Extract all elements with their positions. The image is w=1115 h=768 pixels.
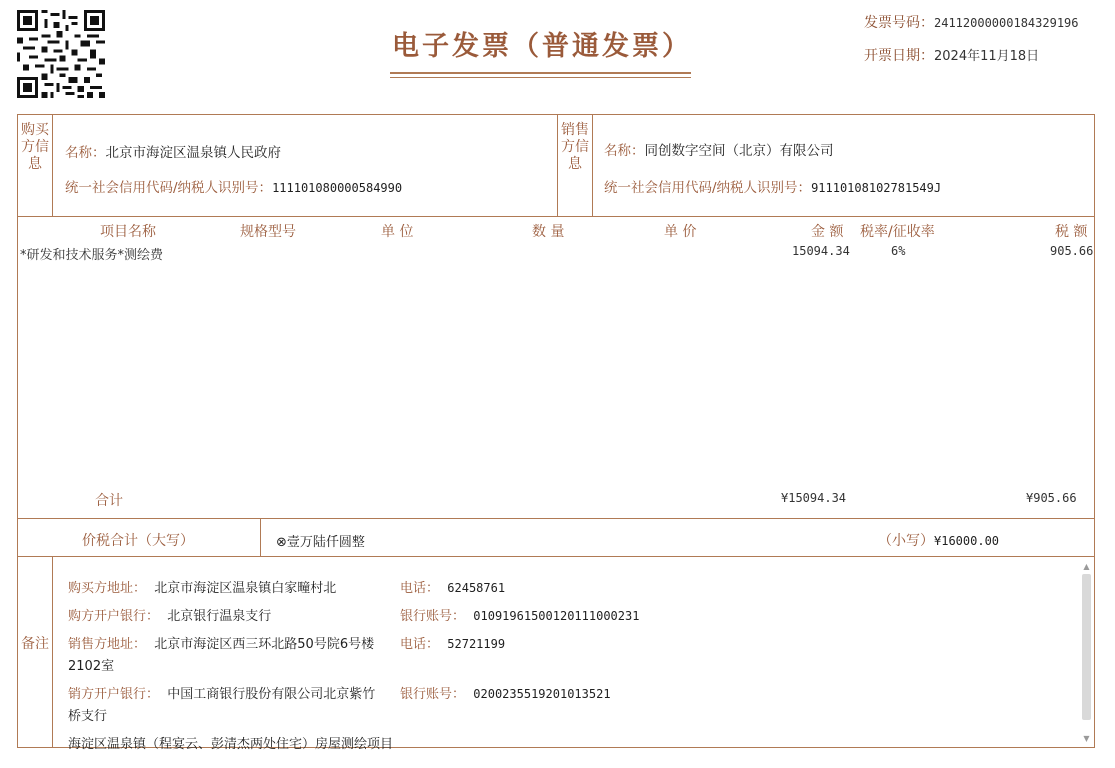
note-buyer-bank: [68, 605, 271, 624]
invoice-number-label: 发票号码：: [864, 15, 934, 31]
buyer-section-label: 购买方信息: [21, 122, 49, 172]
item-rate: 6%: [891, 244, 906, 258]
note-value: 01091961500120111000231: [473, 609, 640, 623]
issue-date-value: 2024年11月18日: [934, 49, 1040, 64]
note-value: 62458761: [447, 581, 506, 595]
note-label: 银行账号：: [400, 687, 466, 702]
note-buyer-address: [68, 577, 336, 596]
note-value: 2102室: [68, 659, 115, 674]
col-header-tax: 税 额: [1055, 224, 1088, 240]
divider: [52, 556, 53, 748]
note-seller-address: [68, 633, 374, 652]
item-amount: 15094.34: [792, 244, 850, 258]
note-seller-phone: [400, 633, 505, 652]
note-seller-bank-cont: [68, 705, 107, 724]
col-header-qty: 数 量: [532, 224, 565, 240]
buyer-name-label: 名称：: [65, 145, 106, 161]
buyer-name: [65, 141, 281, 161]
buyer-tax-id: [65, 176, 402, 196]
buyer-tax-label: 统一社会信用代码/纳税人识别号：: [65, 180, 273, 196]
notes-scrollbar[interactable]: [1080, 562, 1093, 746]
buyer-name-value: 北京市海淀区温泉镇人民政府: [105, 145, 281, 161]
divider: [17, 518, 1095, 519]
note-value: 0200235519201013521: [473, 687, 611, 701]
note-value: 中国工商银行股份有限公司北京紫竹: [167, 687, 376, 702]
seller-name-label: 名称：: [604, 143, 645, 159]
chevron-down-icon[interactable]: ▼: [1083, 734, 1090, 743]
grand-total-small-value: ¥16000.00: [934, 534, 1000, 548]
seller-section-label: 销售方信息: [561, 122, 589, 172]
invoice-title: 电子发票（普通发票）: [392, 31, 692, 62]
notes-section-label: 备注: [21, 636, 49, 652]
divider: [557, 114, 558, 217]
divider: [17, 216, 1095, 217]
issue-date: [864, 45, 1039, 65]
total-label: 合计: [95, 493, 123, 509]
seller-name-value: 同创数字空间（北京）有限公司: [644, 143, 834, 159]
chevron-up-icon[interactable]: ▲: [1083, 562, 1090, 571]
grand-total-label: 价税合计（大写）: [82, 533, 194, 549]
grand-total-words: [276, 531, 365, 550]
item-name: *研发和技术服务*测绘费: [20, 248, 164, 263]
note-value: 桥支行: [68, 709, 108, 724]
note-label: 购方开户银行：: [68, 609, 160, 624]
divider: [17, 556, 1095, 557]
total-amount: ¥15094.34: [781, 491, 847, 505]
divider: [260, 518, 261, 556]
col-header-name: 项目名称: [100, 224, 156, 240]
seller-tax-value: 91110108102781549J: [811, 181, 942, 195]
note-value: 北京市海淀区温泉镇白家疃村北: [154, 581, 337, 596]
invoice-number: [864, 12, 1079, 32]
grand-total-words-value: 壹万陆仟圆整: [286, 535, 365, 550]
note-project: [68, 733, 393, 752]
divider: [592, 114, 593, 217]
divider: [52, 114, 53, 217]
note-label: 销售方地址：: [68, 637, 147, 652]
title-underline: [390, 72, 691, 74]
col-header-rate: 税率/征收率: [860, 224, 935, 240]
note-label: 购买方地址：: [68, 581, 147, 596]
note-value: 北京银行温泉支行: [167, 609, 272, 624]
title-underline: [390, 77, 691, 78]
invoice-frame: [17, 114, 1095, 748]
note-value: 北京市海淀区西三环北路50号院6号楼: [154, 637, 375, 652]
item-tax: 905.66: [1050, 244, 1094, 258]
buyer-tax-value: 111101080000584990: [272, 181, 403, 195]
note-label: 银行账号：: [400, 609, 466, 624]
col-header-spec: 规格型号: [240, 224, 296, 240]
seller-tax-id: [604, 176, 941, 196]
circle-x-icon: ⊗: [276, 535, 287, 550]
note-seller-address-cont: [68, 655, 114, 674]
note-seller-bank: [68, 683, 375, 702]
qr-code-icon: [17, 10, 105, 98]
grand-total-small: [878, 530, 999, 550]
invoice-number-value: 24112000000184329196: [934, 16, 1079, 30]
col-header-unit: 单 位: [381, 224, 414, 240]
note-buyer-phone: [400, 577, 505, 596]
col-header-amount: 金 额: [811, 224, 844, 240]
scrollbar-thumb[interactable]: [1082, 574, 1091, 720]
seller-tax-label: 统一社会信用代码/纳税人识别号：: [604, 180, 812, 196]
note-buyer-account: [400, 605, 639, 624]
issue-date-label: 开票日期：: [864, 48, 934, 64]
grand-total-small-label: （小写）: [878, 533, 934, 549]
col-header-price: 单 价: [664, 224, 697, 240]
note-seller-account: [400, 683, 611, 702]
note-label: 销方开户银行：: [68, 687, 160, 702]
note-label: 电话：: [400, 581, 440, 596]
note-value: 52721199: [447, 637, 506, 651]
note-label: 电话：: [400, 637, 440, 652]
note-value: 海淀区温泉镇（程宴云、彭清杰两处住宅）房屋测绘项目: [68, 737, 394, 752]
seller-name: [604, 139, 834, 159]
total-tax: ¥905.66: [1026, 491, 1077, 505]
